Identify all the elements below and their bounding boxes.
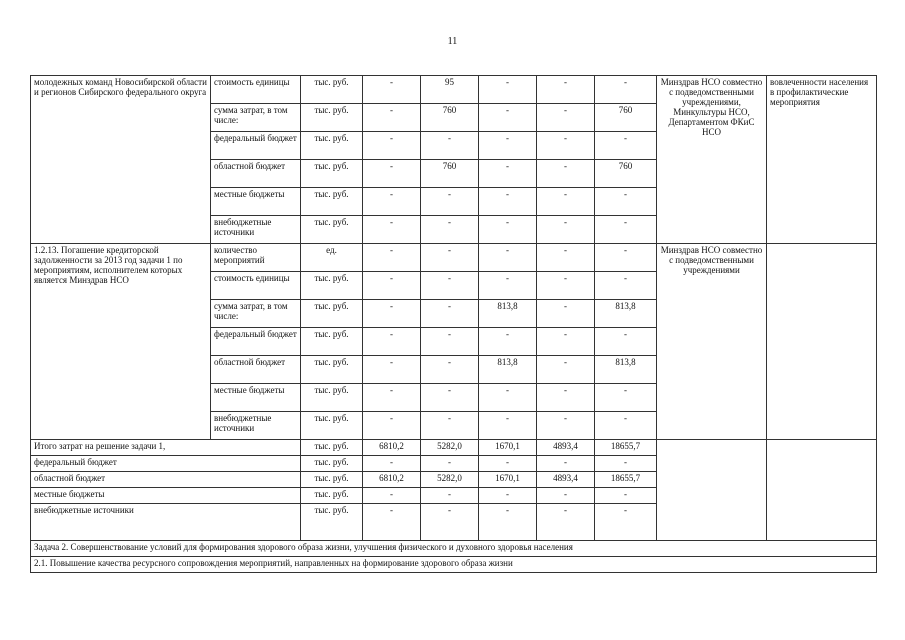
value-cell: - — [479, 456, 537, 472]
indicator-cell: местные бюджеты — [211, 188, 301, 216]
total-label-cell: федеральный бюджет — [31, 456, 301, 472]
total-label-cell: внебюджетные источники — [31, 504, 301, 541]
value-cell: 813,8 — [595, 300, 657, 328]
value-cell: - — [479, 160, 537, 188]
value-cell: - — [479, 328, 537, 356]
value-cell: 760 — [421, 104, 479, 132]
value-cell: - — [479, 76, 537, 104]
value-cell: 760 — [595, 160, 657, 188]
value-cell: - — [363, 488, 421, 504]
item-heading: 2.1. Повышение качества ресурсного сопровождения мероприятий, направленных на формирование здорового образа жизни — [31, 557, 877, 573]
value-cell: 1670,1 — [479, 472, 537, 488]
value-cell: - — [537, 244, 595, 272]
value-cell: - — [537, 356, 595, 384]
indicator-cell: областной бюджет — [211, 160, 301, 188]
value-cell: 760 — [421, 160, 479, 188]
value-cell: 6810,2 — [363, 440, 421, 456]
table-row — [31, 541, 877, 557]
unit-cell: тыс. руб. — [301, 328, 363, 356]
value-cell: - — [421, 244, 479, 272]
result-cell: вовлеченности населения в профилактические мероприятия — [767, 76, 877, 244]
unit-cell: тыс. руб. — [301, 440, 363, 456]
value-cell: - — [595, 412, 657, 440]
value-cell: - — [537, 216, 595, 244]
value-cell: - — [363, 244, 421, 272]
value-cell: - — [537, 412, 595, 440]
value-cell: - — [421, 188, 479, 216]
value-cell: - — [363, 188, 421, 216]
unit-cell: тыс. руб. — [301, 272, 363, 300]
value-cell: - — [537, 272, 595, 300]
value-cell: 6810,2 — [363, 472, 421, 488]
value-cell: - — [363, 104, 421, 132]
page-number: 11 — [447, 36, 458, 47]
indicator-cell: стоимость единицы — [211, 76, 301, 104]
indicator-cell: областной бюджет — [211, 356, 301, 384]
indicator-cell: внебюджетные источники — [211, 216, 301, 244]
value-cell: - — [479, 504, 537, 541]
indicator-cell: количество мероприятий — [211, 244, 301, 272]
indicator-cell: сумма затрат, в том числе: — [211, 300, 301, 328]
total-row — [31, 440, 877, 456]
value-cell: - — [479, 272, 537, 300]
value-cell: - — [595, 456, 657, 472]
total-label-cell: областной бюджет — [31, 472, 301, 488]
total-label-cell: местные бюджеты — [31, 488, 301, 504]
value-cell: - — [479, 412, 537, 440]
value-cell: - — [537, 300, 595, 328]
value-cell: - — [421, 132, 479, 160]
value-cell: - — [479, 216, 537, 244]
value-cell: - — [537, 188, 595, 216]
table-row — [31, 244, 877, 272]
value-cell: 95 — [421, 76, 479, 104]
program-table — [30, 75, 877, 573]
unit-cell: тыс. руб. — [301, 160, 363, 188]
value-cell: - — [421, 488, 479, 504]
value-cell: - — [595, 328, 657, 356]
value-cell: - — [363, 216, 421, 244]
value-cell: - — [421, 456, 479, 472]
unit-cell: тыс. руб. — [301, 412, 363, 440]
value-cell: - — [421, 384, 479, 412]
value-cell: 18655,7 — [595, 472, 657, 488]
value-cell: - — [537, 160, 595, 188]
executor-cell: Минздрав НСО совместно с подведомственными учреждениями, Минкультуры НСО, Департаментом ФКиС НСО — [657, 76, 767, 244]
unit-cell: тыс. руб. — [301, 132, 363, 160]
indicator-cell: сумма затрат, в том числе: — [211, 104, 301, 132]
table-body — [31, 76, 877, 573]
value-cell: - — [479, 488, 537, 504]
indicator-cell: федеральный бюджет — [211, 328, 301, 356]
value-cell: - — [363, 384, 421, 412]
value-cell: - — [537, 132, 595, 160]
value-cell: - — [363, 272, 421, 300]
unit-cell: тыс. руб. — [301, 188, 363, 216]
value-cell: - — [363, 328, 421, 356]
value-cell: - — [363, 132, 421, 160]
value-cell: - — [537, 104, 595, 132]
table-row — [31, 76, 877, 104]
value-cell: - — [595, 188, 657, 216]
activity-name-cell: молодежных команд Новосибирской области и регионов Сибирского федерального округа — [31, 76, 211, 244]
result-cell — [767, 244, 877, 440]
value-cell: 760 — [595, 104, 657, 132]
value-cell: - — [595, 384, 657, 412]
unit-cell: тыс. руб. — [301, 356, 363, 384]
executor-cell — [657, 440, 767, 541]
value-cell: - — [421, 412, 479, 440]
value-cell: 4893,4 — [537, 472, 595, 488]
unit-cell: ед. — [301, 244, 363, 272]
indicator-cell: внебюджетные источники — [211, 412, 301, 440]
value-cell: 5282,0 — [421, 440, 479, 456]
value-cell: - — [595, 488, 657, 504]
indicator-cell: федеральный бюджет — [211, 132, 301, 160]
value-cell: 813,8 — [595, 356, 657, 384]
value-cell: - — [421, 328, 479, 356]
activity-name-cell: 1.2.13. Погашение кредиторской задолженности за 2013 год задачи 1 по мероприятиям, исполнителем которых является Минздрав НСО — [31, 244, 211, 440]
value-cell: - — [537, 328, 595, 356]
value-cell: 18655,7 — [595, 440, 657, 456]
indicator-cell: стоимость единицы — [211, 272, 301, 300]
value-cell: - — [363, 300, 421, 328]
value-cell: - — [421, 300, 479, 328]
value-cell: - — [421, 216, 479, 244]
value-cell: 1670,1 — [479, 440, 537, 456]
value-cell: - — [363, 456, 421, 472]
value-cell: - — [479, 104, 537, 132]
unit-cell: тыс. руб. — [301, 216, 363, 244]
value-cell: - — [421, 504, 479, 541]
unit-cell: тыс. руб. — [301, 104, 363, 132]
value-cell: 5282,0 — [421, 472, 479, 488]
total-label-cell: Итого затрат на решение задачи 1, — [31, 440, 301, 456]
unit-cell: тыс. руб. — [301, 456, 363, 472]
value-cell: - — [421, 356, 479, 384]
value-cell: - — [479, 384, 537, 412]
value-cell: 813,8 — [479, 300, 537, 328]
value-cell: - — [537, 488, 595, 504]
value-cell: - — [363, 356, 421, 384]
unit-cell: тыс. руб. — [301, 472, 363, 488]
value-cell: - — [537, 456, 595, 472]
value-cell: - — [595, 272, 657, 300]
value-cell: 813,8 — [479, 356, 537, 384]
value-cell: - — [537, 384, 595, 412]
value-cell: - — [363, 412, 421, 440]
value-cell: - — [595, 504, 657, 541]
value-cell: - — [363, 76, 421, 104]
value-cell: - — [595, 244, 657, 272]
unit-cell: тыс. руб. — [301, 76, 363, 104]
value-cell: - — [479, 188, 537, 216]
value-cell: - — [363, 160, 421, 188]
executor-cell: Минздрав НСО совместно с подведомственными учреждениями — [657, 244, 767, 440]
unit-cell: тыс. руб. — [301, 384, 363, 412]
value-cell: - — [421, 272, 479, 300]
unit-cell: тыс. руб. — [301, 488, 363, 504]
value-cell: - — [595, 132, 657, 160]
task-heading: Задача 2. Совершенствование условий для формирования здорового образа жизни, улучшения физического и духовного здоровья населения — [31, 541, 877, 557]
value-cell: - — [479, 244, 537, 272]
result-cell — [767, 440, 877, 541]
unit-cell: тыс. руб. — [301, 504, 363, 541]
indicator-cell: местные бюджеты — [211, 384, 301, 412]
value-cell: - — [595, 216, 657, 244]
value-cell: - — [363, 504, 421, 541]
table-row — [31, 557, 877, 573]
value-cell: 4893,4 — [537, 440, 595, 456]
unit-cell: тыс. руб. — [301, 300, 363, 328]
value-cell: - — [595, 76, 657, 104]
value-cell: - — [479, 132, 537, 160]
value-cell: - — [537, 76, 595, 104]
value-cell: - — [537, 504, 595, 541]
